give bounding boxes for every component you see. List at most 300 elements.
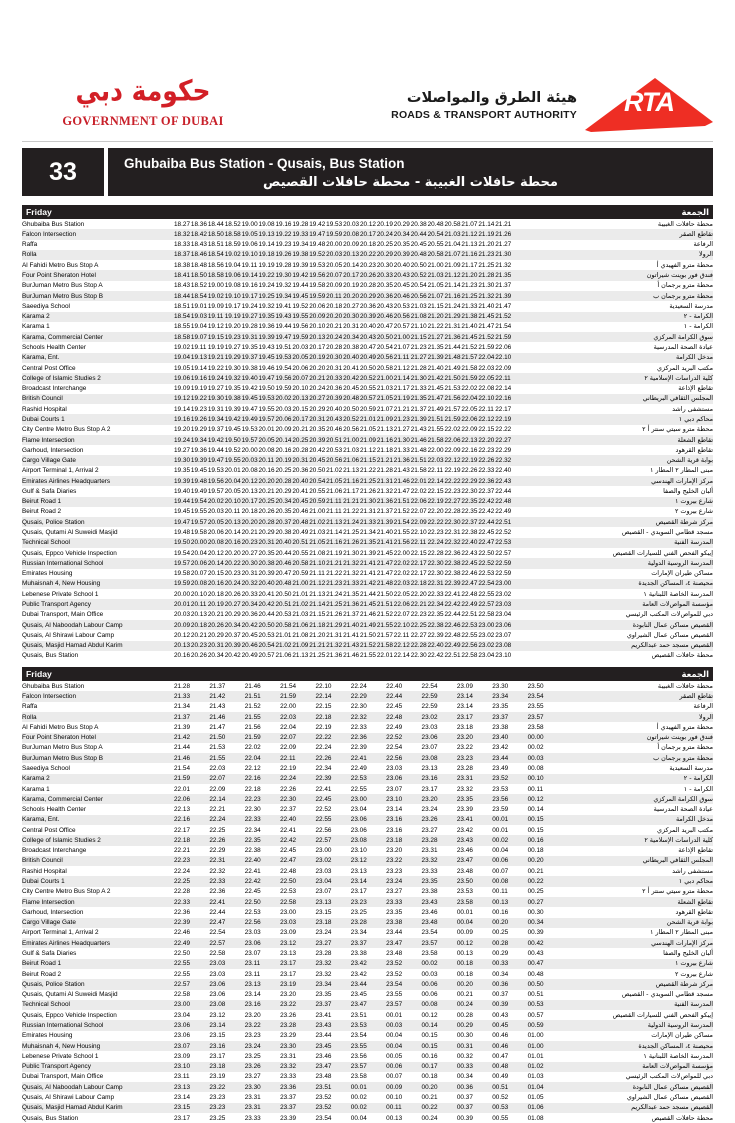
- time-cell: 23.06: [174, 1021, 190, 1029]
- time-cell: 23.20: [421, 795, 438, 803]
- time-cell: [529, 559, 546, 568]
- time-cell: 21.16: [461, 251, 478, 259]
- time-cell: 20.06: [292, 364, 309, 372]
- time-cell: 21.42: [359, 580, 376, 588]
- time-cell: 19.34: [190, 436, 207, 444]
- table-row: [22, 887, 713, 897]
- time-cell: 23.00: [174, 1001, 190, 1009]
- time-cell: 22.49: [495, 508, 512, 516]
- time-cell: 19.35: [224, 385, 241, 393]
- time-cell: 19.24: [258, 282, 275, 290]
- time-cell: 22.36: [209, 888, 226, 896]
- day-header: [22, 667, 713, 681]
- departure-times: [174, 219, 563, 229]
- stop-name-arabic: مدخل الكرامة: [563, 815, 713, 825]
- time-cell: 20.40: [292, 477, 309, 485]
- time-cell: 20.35: [275, 508, 292, 516]
- time-cell: 21.35: [495, 272, 512, 279]
- time-cell: [512, 364, 529, 373]
- time-cell: 22.20: [427, 508, 444, 516]
- time-cell: 23.20: [386, 847, 403, 855]
- time-cell: 21.30: [359, 498, 376, 506]
- stop-name-arabic: شارع بيروت ٢: [674, 969, 713, 978]
- time-cell: 19.36: [258, 323, 275, 331]
- time-cell: 19.51: [275, 343, 292, 351]
- time-cell: 22.41: [244, 867, 261, 875]
- time-cell: 19.09: [174, 385, 190, 393]
- time-cell: 20.38: [410, 220, 427, 228]
- departure-times: [174, 466, 563, 476]
- time-cell: 22.31: [444, 529, 461, 537]
- time-cell: [529, 651, 546, 660]
- time-cell: 23.38: [386, 919, 403, 927]
- time-cell: 21.51: [427, 415, 444, 423]
- time-cell: 22.06: [174, 795, 190, 803]
- time-cell: 20.48: [410, 251, 427, 259]
- time-cell: 23.15: [209, 1032, 226, 1040]
- time-cell: 19.53: [258, 395, 275, 403]
- time-cell: 20.27: [241, 549, 258, 557]
- time-cell: 21.52: [478, 333, 495, 341]
- time-cell: 22.24: [350, 682, 367, 690]
- time-cell: 22.39: [350, 744, 367, 752]
- stop-name-arabic: القصيص مسجد حمد عبدالكريم: [563, 1103, 713, 1113]
- time-cell: 20.14: [275, 436, 292, 444]
- time-cell: 23.34: [315, 980, 332, 988]
- authority-name-arabic: هيئة الطرق والمواصلات: [406, 89, 577, 106]
- authority-name: [391, 90, 585, 121]
- time-cell: 22.34: [244, 826, 261, 834]
- time-cell: 20.35: [376, 282, 393, 290]
- time-cell: 22.14: [315, 692, 332, 700]
- time-cell: 20.38: [258, 559, 275, 567]
- stop-name-arabic: الرفاعة: [693, 240, 713, 249]
- time-cell: 23.18: [386, 836, 403, 844]
- time-cell: 20.34: [393, 230, 410, 238]
- time-cell: 21.00: [376, 374, 393, 382]
- time-cell: 20.28: [258, 518, 275, 526]
- time-cell: 22.25: [209, 826, 226, 834]
- time-cell: 19.14: [258, 241, 275, 249]
- stop-name-arabic: مبنى المطار ٢ المطار ١: [649, 928, 713, 937]
- time-cell: 20.09: [174, 621, 190, 629]
- time-cell: 21.03: [376, 385, 393, 393]
- time-cell: 21.32: [343, 559, 360, 567]
- time-cell: 22.26: [478, 457, 495, 465]
- time-cell: 19.16: [190, 374, 207, 382]
- time-cell: 21.02: [292, 601, 309, 608]
- time-cell: 22.50: [280, 878, 297, 886]
- departure-times: [174, 322, 563, 332]
- time-cell: 22.41: [444, 590, 461, 598]
- time-cell: 22.45: [461, 559, 478, 567]
- stop-name-arabic: دبي للمواصﻻت المكتب الرئيسي: [625, 1072, 713, 1081]
- time-cell: 23.58: [350, 1073, 367, 1081]
- time-cell: 22.28: [444, 508, 461, 516]
- time-cell: 23.04: [174, 1011, 190, 1019]
- stop-name-english: Russian International School: [22, 1020, 174, 1030]
- time-cell: 21.34: [359, 529, 376, 537]
- time-cell: 20.03: [174, 611, 190, 619]
- time-cell: 20.53: [275, 611, 292, 619]
- time-cell: 21.33: [461, 302, 478, 310]
- time-cell: 20.14: [224, 529, 241, 537]
- time-cell: 22.30: [244, 806, 261, 814]
- stop-name-arabic: مركز شرطة القصيص: [563, 979, 713, 989]
- departure-times: [174, 774, 563, 784]
- time-cell: 22.19: [444, 467, 461, 475]
- time-cell: 21.28: [376, 467, 393, 475]
- time-cell: 00.50: [527, 980, 544, 988]
- time-cell: 22.28: [427, 549, 444, 557]
- time-cell: 20.13: [309, 333, 326, 341]
- time-cell: 22.39: [427, 631, 444, 639]
- time-cell: 20.29: [207, 631, 224, 639]
- time-cell: 22.07: [209, 775, 226, 783]
- rta-logo-icon: [585, 76, 713, 134]
- time-cell: [512, 610, 529, 619]
- departure-times: [174, 897, 563, 907]
- stop-name-arabic: المدرسة الخاصة اللبنانية ١: [643, 1051, 713, 1060]
- time-cell: [546, 302, 563, 311]
- time-cell: 20.10: [292, 385, 309, 393]
- time-cell: 22.22: [427, 518, 444, 526]
- time-cell: 19.39: [174, 477, 190, 485]
- time-cell: 21.25: [359, 477, 376, 485]
- time-cell: 22.53: [244, 908, 261, 916]
- time-cell: 20.07: [326, 272, 343, 279]
- time-cell: 22.22: [315, 734, 332, 742]
- time-cell: 20.33: [326, 374, 343, 382]
- time-cell: 23.27: [386, 888, 403, 896]
- time-cell: 21.42: [427, 374, 444, 382]
- stop-name-arabic: مكتب البريد المركزي: [656, 363, 713, 372]
- stop-name-english: Qusais, Qutami Al Suweidi Masjid: [22, 529, 118, 537]
- time-cell: 22.42: [427, 652, 444, 660]
- table-row: [22, 969, 713, 979]
- time-cell: 20.10: [309, 323, 326, 331]
- time-cell: 19.54: [190, 498, 207, 506]
- time-cell: 23.45: [350, 991, 367, 999]
- time-cell: 00.28: [492, 939, 509, 947]
- time-cell: 19.14: [190, 364, 207, 372]
- time-cell: 22.57: [209, 939, 226, 947]
- stop-name-english: Al Fahidi Metro Bus Stop A: [22, 261, 99, 269]
- time-cell: 19.02: [224, 251, 241, 259]
- time-cell: 21.44: [444, 343, 461, 351]
- time-cell: 22.35: [461, 508, 478, 516]
- table-row: [22, 322, 713, 332]
- time-cell: [512, 394, 529, 403]
- table-row: [22, 866, 713, 876]
- time-cell: 20.00: [326, 241, 343, 249]
- time-cell: 21.38: [461, 313, 478, 321]
- stop-name-english: Beirut Road 2: [22, 970, 62, 978]
- time-cell: 23.08: [209, 1001, 226, 1009]
- time-cell: 22.16: [461, 446, 478, 454]
- time-cell: 21.28: [174, 682, 190, 690]
- stop-name-english: Public Transport Agency: [22, 1062, 174, 1072]
- time-cell: 20.26: [224, 590, 241, 598]
- time-cell: 22.41: [315, 785, 332, 793]
- stop-name-english: Muhaisnah 4, New Housing: [22, 579, 174, 589]
- departure-times: [174, 979, 563, 989]
- time-cell: 23.13: [280, 950, 297, 957]
- departure-times: [174, 579, 563, 589]
- stop-name-arabic: المدرسة الروسية الدولية: [563, 1020, 713, 1030]
- stop-name-arabic: المجلس الثقافي البريطاني: [563, 856, 713, 866]
- time-cell: 23.28: [315, 950, 332, 957]
- time-cell: 22.26: [461, 467, 478, 475]
- time-cell: 20.13: [241, 487, 258, 495]
- departure-times: [174, 620, 563, 630]
- table-row: [22, 497, 713, 507]
- time-cell: 20.22: [359, 251, 376, 259]
- time-cell: 22.24: [427, 539, 444, 547]
- stop-name-english: Ghubaiba Bus Station: [22, 220, 85, 228]
- time-cell: 21.32: [495, 261, 512, 269]
- time-cell: 21.28: [410, 364, 427, 372]
- time-cell: 00.06: [421, 991, 438, 999]
- stop-name-arabic: مستشفى راشد: [672, 866, 713, 875]
- time-cell: 22.39: [444, 580, 461, 588]
- time-cell: 20.35: [258, 549, 275, 557]
- time-cell: 18.27: [174, 220, 190, 228]
- time-cell: 00.01: [350, 1083, 367, 1091]
- stop-name-arabic: بوابة قرية الشحن: [563, 918, 713, 928]
- time-cell: 22.24: [315, 744, 332, 752]
- table-row: [22, 733, 713, 743]
- stop-name-arabic: سوق الكرامة المركزي: [563, 794, 713, 804]
- time-cell: 21.11: [309, 570, 325, 578]
- time-cell: 21.35: [359, 539, 376, 547]
- time-cell: 18.55: [174, 323, 190, 331]
- time-cell: 23.06: [174, 1032, 190, 1040]
- stop-name-arabic: القصيص مساكن عمال الشيراوي: [626, 630, 713, 639]
- time-cell: 20.39: [393, 251, 410, 259]
- time-cell: 21.36: [343, 601, 360, 608]
- time-cell: 19.56: [309, 272, 326, 279]
- time-cell: [512, 549, 529, 558]
- time-cell: 23.04: [495, 611, 512, 619]
- time-cell: 22.20: [478, 436, 495, 444]
- time-cell: 20.04: [190, 549, 207, 557]
- time-cell: 23.57: [386, 1001, 403, 1009]
- time-cell: [512, 436, 529, 445]
- time-cell: 22.56: [386, 754, 403, 762]
- time-cell: 19.23: [190, 405, 207, 413]
- time-cell: 20.14: [343, 261, 360, 269]
- time-cell: 20.58: [275, 621, 292, 629]
- time-cell: [546, 250, 563, 259]
- time-cell: 22.34: [427, 601, 444, 608]
- time-cell: [529, 600, 546, 609]
- time-cell: [512, 343, 529, 352]
- time-cell: 19.46: [258, 364, 275, 372]
- time-cell: 21.48: [444, 354, 461, 362]
- stop-name-arabic: مسجد قطامي السويدي - القصيص: [621, 528, 713, 537]
- table-row: [22, 1082, 713, 1092]
- stop-name-arabic: القصيص مساكن عمال النابودة: [563, 1082, 713, 1092]
- time-cell: 22.46: [174, 929, 190, 937]
- time-cell: 21.13: [309, 590, 326, 598]
- time-cell: 22.16: [174, 816, 190, 824]
- time-cell: 18.42: [190, 230, 207, 238]
- time-cell: 23.20: [456, 734, 473, 742]
- table-row: [22, 753, 713, 763]
- time-cell: 21.24: [444, 302, 461, 310]
- time-cell: [529, 312, 546, 321]
- departure-times: [174, 1051, 563, 1061]
- stop-name-english: Schools Health Center: [22, 806, 86, 814]
- time-cell: 20.03: [241, 457, 258, 465]
- time-cell: 18.43: [190, 241, 207, 249]
- table-row: [22, 948, 713, 958]
- table-row: [22, 260, 713, 270]
- stop-name-english: Ghubaiba Bus Station: [22, 682, 85, 690]
- table-row: [22, 373, 713, 383]
- time-cell: 21.46: [244, 682, 261, 690]
- stop-name-english: BurJuman Metro Bus Stop B: [22, 291, 174, 301]
- time-cell: 18.54: [190, 292, 207, 300]
- table-row: [22, 1092, 713, 1102]
- time-cell: 21.13: [326, 518, 343, 526]
- time-cell: [512, 487, 529, 496]
- time-cell: 19.47: [309, 230, 326, 238]
- table-row: [22, 1103, 713, 1113]
- time-cell: 20.25: [258, 498, 275, 506]
- time-cell: 21.50: [359, 631, 376, 639]
- time-cell: 20.30: [326, 354, 343, 362]
- time-cell: 19.27: [174, 446, 190, 454]
- time-cell: 23.51: [350, 1011, 367, 1019]
- time-cell: 00.10: [386, 1093, 403, 1101]
- time-cell: 20.29: [224, 611, 241, 619]
- time-cell: 21.55: [244, 713, 261, 721]
- time-cell: 20.43: [326, 415, 343, 423]
- gov-logo-label: GOVERNMENT OF DUBAI: [62, 114, 224, 128]
- time-cell: 21.10: [410, 323, 427, 331]
- table-row: [22, 332, 713, 342]
- time-cell: [529, 466, 546, 475]
- time-cell: 23.14: [350, 878, 367, 886]
- table-row: [22, 774, 713, 784]
- time-cell: [512, 518, 529, 527]
- departure-times: [174, 363, 563, 373]
- time-cell: 21.03: [427, 272, 444, 279]
- time-cell: 20.22: [224, 559, 241, 567]
- stop-name-english: Russian International School: [22, 558, 174, 568]
- time-cell: 19.19: [190, 385, 207, 393]
- time-cell: [529, 569, 546, 578]
- time-cell: 22.15: [315, 703, 332, 711]
- time-cell: 19.59: [309, 292, 326, 300]
- time-cell: 20.29: [376, 251, 393, 259]
- stop-name-english: Qusais, Masjid Hamad Abdul Karim: [22, 1103, 174, 1113]
- departure-times: [174, 1031, 563, 1041]
- stop-name-english: Karama 1: [22, 785, 50, 793]
- departure-times: [174, 281, 563, 291]
- time-cell: 22.23: [174, 857, 190, 865]
- time-cell: [529, 436, 546, 445]
- time-cell: 19.04: [190, 323, 207, 331]
- time-cell: 22.58: [461, 652, 478, 660]
- departure-times: [174, 753, 563, 763]
- time-cell: 21.50: [444, 374, 461, 382]
- stop-name-arabic: محطة مترو برجمان أ: [657, 281, 713, 290]
- time-cell: 21.05: [359, 426, 376, 434]
- time-cell: 19.43: [275, 313, 292, 321]
- table-row: [22, 466, 713, 476]
- time-cell: 20.48: [427, 220, 444, 228]
- time-cell: 21.03: [444, 230, 461, 238]
- table-row: [22, 342, 713, 352]
- time-cell: 00.04: [386, 1042, 403, 1050]
- time-cell: 21.15: [359, 457, 376, 465]
- time-cell: 20.25: [275, 467, 292, 475]
- time-cell: [546, 610, 563, 619]
- table-row: [22, 507, 713, 517]
- time-cell: 21.08: [292, 631, 309, 639]
- time-cell: [512, 590, 529, 599]
- departure-times: [174, 641, 563, 651]
- time-cell: 23.43: [456, 836, 473, 844]
- time-cell: 22.59: [421, 703, 438, 711]
- time-cell: 21.46: [393, 477, 410, 485]
- time-cell: 00.02: [527, 744, 544, 752]
- time-cell: 20.33: [376, 272, 393, 279]
- time-cell: 19.52: [309, 251, 326, 259]
- departure-times: [174, 270, 563, 280]
- time-cell: 19.42: [241, 385, 258, 393]
- time-cell: 21.40: [427, 364, 444, 372]
- time-cell: 19.06: [241, 241, 258, 249]
- time-cell: 23.47: [386, 939, 403, 947]
- time-cell: 21.07: [376, 405, 393, 413]
- time-cell: 23.04: [350, 806, 367, 814]
- time-cell: 21.27: [495, 241, 512, 249]
- stop-name-arabic: مركز الإمارات الهندسي: [563, 938, 713, 948]
- stop-name-arabic: شارع بيروت ٢: [674, 507, 713, 516]
- time-cell: [529, 425, 546, 434]
- time-cell: 00.12: [456, 939, 473, 947]
- time-cell: 23.07: [386, 785, 403, 793]
- time-cell: 22.40: [495, 467, 512, 475]
- time-cell: 23.23: [386, 867, 403, 875]
- time-cell: 20.17: [241, 498, 258, 506]
- time-cell: 20.34: [207, 652, 224, 660]
- time-cell: 21.26: [359, 487, 376, 495]
- time-cell: [546, 456, 563, 465]
- stop-name-english: Airport Terminal 1, Arrival 2: [22, 929, 99, 937]
- stop-name-arabic: إيبكو الفحص الفني للسيارات القصيص: [612, 1010, 713, 1019]
- time-cell: 23.34: [350, 929, 367, 937]
- time-cell: 21.28: [478, 272, 495, 279]
- time-cell: 22.10: [393, 621, 410, 629]
- time-cell: 22.17: [410, 570, 427, 578]
- time-cell: 23.55: [350, 1042, 367, 1050]
- time-cell: 20.34: [343, 333, 360, 341]
- time-cell: 23.25: [350, 908, 367, 916]
- time-cell: 21.50: [376, 590, 393, 598]
- time-cell: 21.46: [209, 713, 226, 721]
- time-cell: 22.20: [410, 590, 427, 598]
- time-cell: 20.16: [224, 539, 241, 547]
- time-cell: 19.12: [174, 395, 190, 403]
- time-cell: 21.15: [427, 302, 444, 310]
- time-cell: 20.06: [309, 302, 326, 310]
- time-cell: 21.13: [376, 426, 393, 434]
